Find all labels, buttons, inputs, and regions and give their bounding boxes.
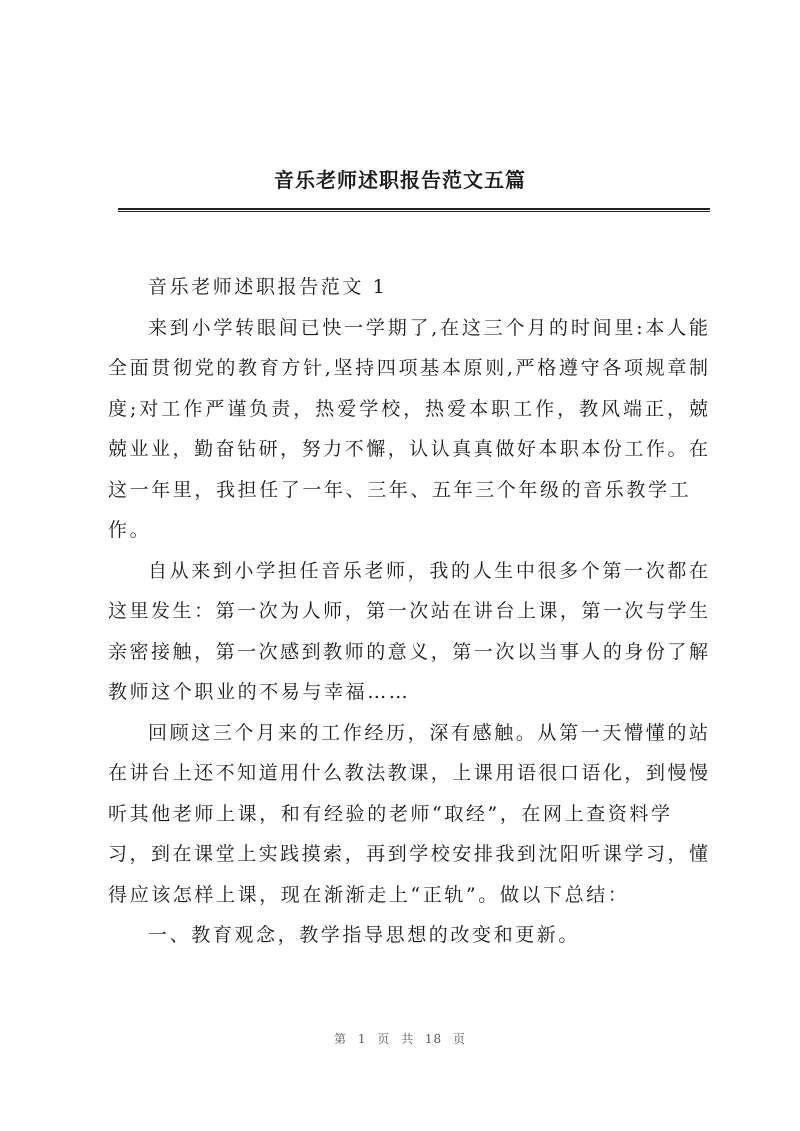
body-text-line: 全面贯彻党的教育方针,坚持四项基本原则,严格遵守各项规章制 — [108, 357, 708, 379]
body-text-line: 得应该怎样上课，现在渐渐走上“正轨”。做以下总结： — [108, 883, 630, 906]
body-text-line: 亲密接触，第一次感到教师的意义，第一次以当事人的身份了解 — [108, 640, 708, 663]
body-text-line: 来到小学转眼间已快一学期了,在这三个月的时间里:本人能 — [148, 316, 708, 339]
document-title: 音乐老师述职报告范文五篇 — [274, 168, 526, 192]
body-text-line: 作。 — [108, 519, 152, 541]
body-text-line: 教师这个职业的不易与幸福…… — [108, 681, 411, 703]
body-text-line: 兢业业，勤奋钻研，努力不懈，认认真真做好本职本份工作。在 — [108, 438, 708, 460]
page-footer: 第 1 页 共 18 页 — [334, 1032, 466, 1046]
body-text-line: 在讲台上还不知道用什么教法教课，上课用语很口语化，到慢慢 — [108, 762, 708, 784]
document-body — [108, 267, 708, 956]
body-text-line: 习，到在课堂上实践摸索，再到学校安排我到沈阳听课学习，懂 — [108, 843, 708, 865]
title-divider — [118, 208, 710, 212]
body-text-line: 一、教育观念，教学指导思想的改变和更新。 — [148, 924, 581, 946]
body-text-line: 回顾这三个月来的工作经历，深有感触。从第一天懵懂的站 — [148, 721, 708, 744]
body-text-line: 自从来到小学担任音乐老师，我的人生中很多个第一次都在 — [148, 559, 708, 582]
body-text-line: 音乐老师述职报告范文 1 — [148, 276, 388, 298]
body-text-line: 度;对工作严谨负责，热爱学校，热爱本职工作，教风端正，兢 — [108, 397, 708, 420]
body-text-line: 听其他老师上课，和有经验的老师“取经”，在网上查资料学 — [108, 802, 673, 825]
body-text-line: 这一年里，我担任了一年、三年、五年三个年级的音乐教学工 — [108, 478, 692, 501]
body-text-line: 这里发生：第一次为人师，第一次站在讲台上课，第一次与学生 — [108, 600, 708, 622]
